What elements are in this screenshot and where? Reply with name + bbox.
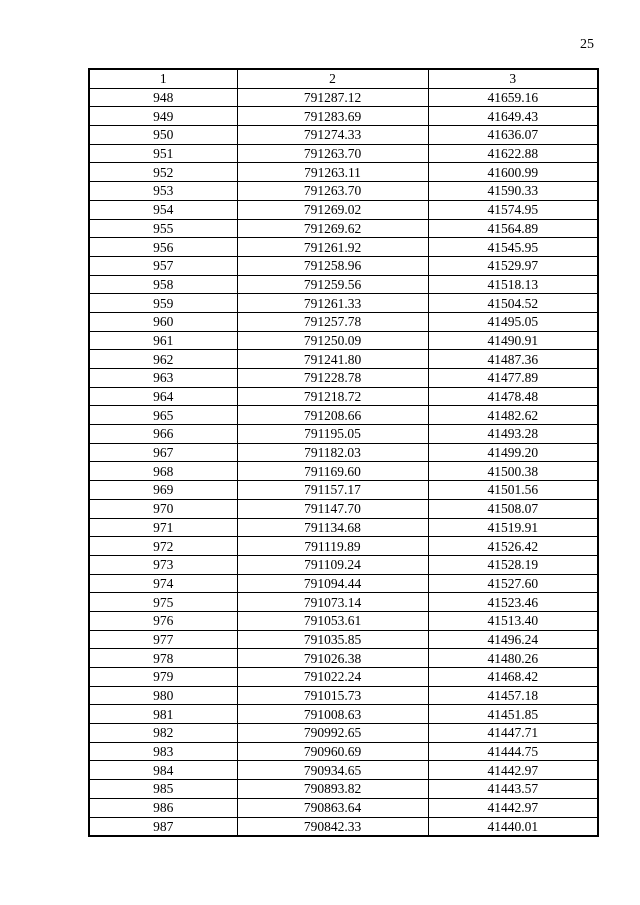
table-cell-col-1: 986: [89, 798, 237, 817]
table-cell-col-3: 41523.46: [428, 593, 598, 612]
table-cell-col-3: 41574.95: [428, 200, 598, 219]
table-cell-col-2: 791263.70: [237, 182, 428, 201]
table-cell-col-2: 791228.78: [237, 369, 428, 388]
table-cell-col-1: 975: [89, 593, 237, 612]
table-cell-col-2: 791073.14: [237, 593, 428, 612]
column-header-2: 2: [237, 69, 428, 88]
table-cell-col-2: 791250.09: [237, 331, 428, 350]
table-row: [89, 724, 598, 743]
table-cell-col-3: 41443.57: [428, 780, 598, 799]
page-number: 25: [580, 37, 594, 52]
table-cell-col-3: 41451.85: [428, 705, 598, 724]
table-row: [89, 649, 598, 668]
table-cell-col-3: 41519.91: [428, 518, 598, 537]
column-header-1: 1: [89, 69, 237, 88]
table-cell-col-1: 964: [89, 387, 237, 406]
table-cell-col-3: 41499.20: [428, 443, 598, 462]
table-body: [89, 88, 598, 836]
table-cell-col-2: 791022.24: [237, 668, 428, 687]
table-row: [89, 107, 598, 126]
table-cell-col-1: 962: [89, 350, 237, 369]
table-row: [89, 331, 598, 350]
table-cell-col-1: 977: [89, 630, 237, 649]
table-cell-col-1: 960: [89, 312, 237, 331]
table-cell-col-2: 791182.03: [237, 443, 428, 462]
table-cell-col-1: 981: [89, 705, 237, 724]
table-cell-col-2: 791053.61: [237, 611, 428, 630]
table-row: [89, 686, 598, 705]
table-cell-col-2: 791261.33: [237, 294, 428, 313]
table-row: [89, 761, 598, 780]
table-cell-col-1: 969: [89, 481, 237, 500]
table-row: [89, 499, 598, 518]
table-cell-col-1: 974: [89, 574, 237, 593]
table-cell-col-3: 41513.40: [428, 611, 598, 630]
table-cell-col-3: 41528.19: [428, 555, 598, 574]
table-cell-col-2: 791109.24: [237, 555, 428, 574]
table-cell-col-1: 985: [89, 780, 237, 799]
table-row: [89, 798, 598, 817]
table-cell-col-1: 968: [89, 462, 237, 481]
table-row: [89, 425, 598, 444]
table-cell-col-3: 41600.99: [428, 163, 598, 182]
table-cell-col-2: 791263.70: [237, 144, 428, 163]
table-row: [89, 443, 598, 462]
table-cell-col-2: 790893.82: [237, 780, 428, 799]
table-cell-col-2: 791094.44: [237, 574, 428, 593]
table-cell-col-3: 41500.38: [428, 462, 598, 481]
table-row: [89, 275, 598, 294]
table-row: [89, 126, 598, 145]
table-row: [89, 350, 598, 369]
table-cell-col-3: 41529.97: [428, 256, 598, 275]
table-cell-col-2: 791208.66: [237, 406, 428, 425]
table-cell-col-3: 41478.48: [428, 387, 598, 406]
table-row: [89, 256, 598, 275]
table-cell-col-2: 791257.78: [237, 312, 428, 331]
table-cell-col-1: 970: [89, 499, 237, 518]
table-row: [89, 593, 598, 612]
table-row: [89, 219, 598, 238]
table-cell-col-1: 965: [89, 406, 237, 425]
table-row: [89, 705, 598, 724]
table-cell-col-2: 791026.38: [237, 649, 428, 668]
table-cell-col-2: 791195.05: [237, 425, 428, 444]
header-row: [89, 69, 598, 88]
table-cell-col-2: 791241.80: [237, 350, 428, 369]
table-cell-col-3: 41501.56: [428, 481, 598, 500]
table-cell-col-2: 791218.72: [237, 387, 428, 406]
table-cell-col-1: 952: [89, 163, 237, 182]
table-row: [89, 537, 598, 556]
coordinates-table-container: [88, 68, 597, 837]
table-row: [89, 369, 598, 388]
table-cell-col-3: 41527.60: [428, 574, 598, 593]
table-cell-col-1: 980: [89, 686, 237, 705]
column-header-3: 3: [428, 69, 598, 88]
table-row: [89, 294, 598, 313]
table-cell-col-1: 956: [89, 238, 237, 257]
table-cell-col-1: 967: [89, 443, 237, 462]
table-cell-col-1: 951: [89, 144, 237, 163]
table-cell-col-2: 791263.11: [237, 163, 428, 182]
table-cell-col-3: 41477.89: [428, 369, 598, 388]
table-cell-col-2: 790934.65: [237, 761, 428, 780]
table-cell-col-2: 791119.89: [237, 537, 428, 556]
table-row: [89, 406, 598, 425]
table-cell-col-2: 791283.69: [237, 107, 428, 126]
table-cell-col-1: 966: [89, 425, 237, 444]
table-row: [89, 182, 598, 201]
table-row: [89, 163, 598, 182]
table-cell-col-3: 41490.91: [428, 331, 598, 350]
table-cell-col-2: 791008.63: [237, 705, 428, 724]
table-cell-col-3: 41496.24: [428, 630, 598, 649]
table-cell-col-1: 979: [89, 668, 237, 687]
table-row: [89, 630, 598, 649]
table-cell-col-1: 958: [89, 275, 237, 294]
table-row: [89, 144, 598, 163]
table-cell-col-2: 791274.33: [237, 126, 428, 145]
table-cell-col-1: 961: [89, 331, 237, 350]
table-cell-col-1: 987: [89, 817, 237, 836]
coordinates-table: [88, 68, 599, 837]
table-cell-col-1: 973: [89, 555, 237, 574]
table-cell-col-2: 791287.12: [237, 88, 428, 107]
table-cell-col-3: 41659.16: [428, 88, 598, 107]
table-row: [89, 555, 598, 574]
table-cell-col-3: 41444.75: [428, 742, 598, 761]
table-cell-col-3: 41649.43: [428, 107, 598, 126]
table-cell-col-3: 41495.05: [428, 312, 598, 331]
table-cell-col-2: 791015.73: [237, 686, 428, 705]
table-cell-col-3: 41442.97: [428, 761, 598, 780]
table-cell-col-2: 791269.62: [237, 219, 428, 238]
table-cell-col-1: 971: [89, 518, 237, 537]
table-cell-col-2: 790960.69: [237, 742, 428, 761]
table-cell-col-3: 41518.13: [428, 275, 598, 294]
table-cell-col-3: 41504.52: [428, 294, 598, 313]
table-cell-col-2: 791134.68: [237, 518, 428, 537]
table-cell-col-1: 949: [89, 107, 237, 126]
table-cell-col-2: 791259.56: [237, 275, 428, 294]
table-cell-col-3: 41457.18: [428, 686, 598, 705]
table-cell-col-1: 957: [89, 256, 237, 275]
table-cell-col-2: 791169.60: [237, 462, 428, 481]
table-cell-col-1: 954: [89, 200, 237, 219]
table-row: [89, 668, 598, 687]
table-row: [89, 611, 598, 630]
table-cell-col-3: 41636.07: [428, 126, 598, 145]
table-cell-col-1: 982: [89, 724, 237, 743]
table-row: [89, 518, 598, 537]
table-cell-col-2: 791147.70: [237, 499, 428, 518]
table-cell-col-3: 41526.42: [428, 537, 598, 556]
table-row: [89, 481, 598, 500]
table-cell-col-1: 955: [89, 219, 237, 238]
table-cell-col-3: 41480.26: [428, 649, 598, 668]
table-cell-col-3: 41545.95: [428, 238, 598, 257]
table-row: [89, 312, 598, 331]
table-cell-col-1: 976: [89, 611, 237, 630]
table-cell-col-2: 791157.17: [237, 481, 428, 500]
table-header: [89, 69, 598, 88]
table-cell-col-2: 791035.85: [237, 630, 428, 649]
table-cell-col-1: 948: [89, 88, 237, 107]
table-cell-col-3: 41447.71: [428, 724, 598, 743]
table-row: [89, 88, 598, 107]
table-cell-col-3: 41482.62: [428, 406, 598, 425]
table-cell-col-1: 978: [89, 649, 237, 668]
table-cell-col-2: 791269.02: [237, 200, 428, 219]
table-row: [89, 238, 598, 257]
table-row: [89, 742, 598, 761]
table-cell-col-1: 953: [89, 182, 237, 201]
table-cell-col-1: 984: [89, 761, 237, 780]
table-cell-col-3: 41508.07: [428, 499, 598, 518]
table-cell-col-1: 950: [89, 126, 237, 145]
table-cell-col-3: 41487.36: [428, 350, 598, 369]
table-cell-col-3: 41493.28: [428, 425, 598, 444]
table-cell-col-2: 791261.92: [237, 238, 428, 257]
table-row: [89, 200, 598, 219]
table-row: [89, 462, 598, 481]
table-cell-col-3: 41440.01: [428, 817, 598, 836]
table-cell-col-1: 983: [89, 742, 237, 761]
table-row: [89, 387, 598, 406]
table-cell-col-3: 41564.89: [428, 219, 598, 238]
table-cell-col-2: 790842.33: [237, 817, 428, 836]
table-cell-col-3: 41468.42: [428, 668, 598, 687]
table-cell-col-2: 790863.64: [237, 798, 428, 817]
table-row: [89, 780, 598, 799]
table-cell-col-2: 791258.96: [237, 256, 428, 275]
table-cell-col-3: 41590.33: [428, 182, 598, 201]
table-cell-col-1: 972: [89, 537, 237, 556]
table-cell-col-1: 959: [89, 294, 237, 313]
table-cell-col-2: 790992.65: [237, 724, 428, 743]
table-row: [89, 574, 598, 593]
table-row: [89, 817, 598, 836]
table-cell-col-3: 41442.97: [428, 798, 598, 817]
table-cell-col-1: 963: [89, 369, 237, 388]
table-cell-col-3: 41622.88: [428, 144, 598, 163]
